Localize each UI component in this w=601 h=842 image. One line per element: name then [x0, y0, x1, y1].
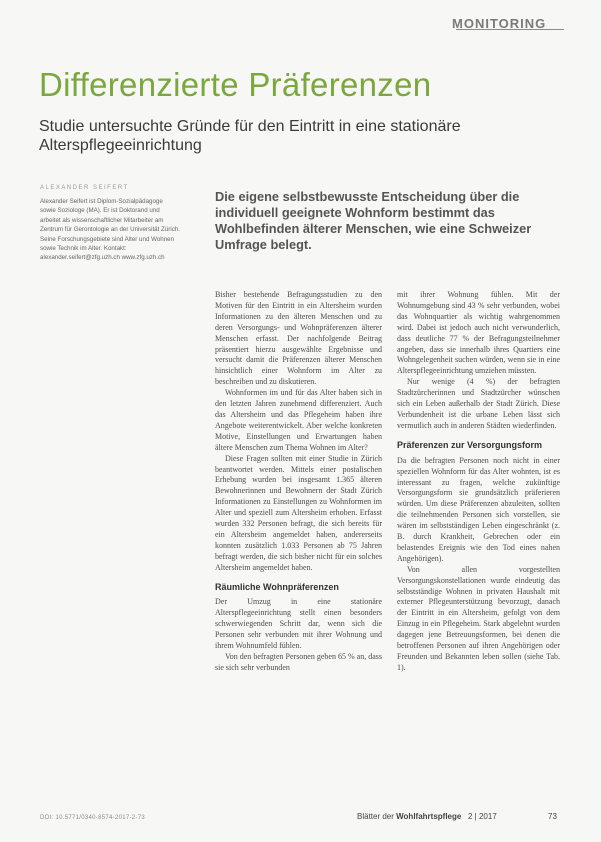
paragraph: Nur wenige (4 %) der befragten Stadtzürcherinnen und Stadtzürcher wünschen sich ein Leben außerhalb der Stadt Zürich. Diese Verbundenheit ist die urbane Leben lässt sich vermutlich auch in anderen Städten wiederfinden.	[397, 377, 560, 430]
journal-name: Wohlfahrtspflege	[396, 812, 462, 821]
article-title: Differenzierte Präferenzen	[39, 66, 432, 103]
author-name: ALEXANDER SEIFERT	[40, 185, 129, 191]
paragraph: Diese Fragen sollten mit einer Studie in Zürich beantwortet werden. Mittels einer postalischen Erhebung wurden bei insgesamt 1.365 älteren Bewohnerinnen und Bewohnern der Stadt Zürich Informationen zu Einstellungen zu Wohnformen im Alter und speziell zum Altersheim erhoben. Erfasst wurden 332 Personen befragt, die sich bereits für ein Altersheim angemeldet haben, andererseits konnten zusätzlich 1.033 Personen ab 75 Jahren befragt werden, die sich bisher nicht für ein solches Altersheim angemeldet haben.	[215, 453, 382, 572]
body-column-2	[397, 290, 560, 674]
section-heading: Räumliche Wohnpräferenzen	[215, 581, 339, 592]
paragraph: Wohnformen im und für das Alter haben sich in den letzten Jahren zunehmend differenziert. Auch das Altersheim und das Pflegeheim haben ihre Angebote weiterentwickelt. Aber welche konkreten Motive, Einstellungen und Erwartungen haben ältere Menschen zum Thema Wohnen im Alter?	[215, 388, 382, 452]
author-bio: Alexander Seifert ist Diplom-Sozialpädagoge sowie Soziologe (MA). Er ist Doktorand und arbeitet als wissenschaftlicher Mitarbeiter am Zentrum für Gerontologie an der Universität Zürich. Seine Forschungsgebiete sind Alter und Wohnen sowie Technik im Alter. Kontakt: alexander.seifert@zfg.uzh.ch www.zfg.uzh.ch	[40, 198, 180, 262]
journal-prefix: Blätter der	[357, 812, 397, 821]
section-heading: Präferenzen zur Versorgungsform	[397, 439, 543, 450]
article-subtitle: Studie untersuchte Gründe für den Eintritt in eine stationäre Alterspflegeeinrichtung	[39, 118, 461, 154]
body-column-1	[215, 290, 382, 674]
footer-journal	[357, 812, 497, 821]
journal-issue: 2 | 2017	[468, 812, 497, 821]
paragraph: Der Umzug in eine stationäre Alterspflegeeinrichtung stellt einen besonders schwerwiegenden Schritt dar, wenn sich die Personen sehr verbunden mit ihrer Wohnung und ihrem Wohnumfeld fühlen.	[215, 597, 382, 651]
paragraph: Von den befragten Personen geben 65 % an, dass sie sich sehr verbunden	[215, 652, 382, 672]
footer-doi: DOI: 10.5771/0340-8574-2017-2-73	[40, 815, 146, 821]
paragraph: mit ihrer Wohnung fühlen. Mit der Wohnumgebung sind 43 % sehr verbunden, wobei das Wohnquartier als wichtig wahrgenommen wird. Dabei ist jedoch auch nicht verwunderlich, dass deutliche 77 % der Befragungsteilnehmer angeben, dass sie innerhalb ihres Quartiers eine Wohngelegenheit suchen würden, wenn sie in eine Alterspflegeeinrichtung umziehen müssten.	[397, 290, 560, 376]
paragraph: Von allen vorgestellten Versorgungskonstellationen wurde eindeutig das selbstständige Wohnen in privaten Haushalt mit externer Pflegeunterstützung bevorzugt, danach der Eintritt in ein Altersheim, gefolgt von dem Einzug in ein Pflegeheim. Stark abgelehnt wurden dagegen jene Betreuungsformen, bei denen die betroffenen Personen auf ihren Angehörigen oder Freunden und Bekannten leben sollen (siehe Tab. 1).	[397, 564, 560, 672]
page-number: 73	[548, 812, 557, 821]
article-lede: Die eigene selbstbewusste Entscheidung über die individuell geeignete Wohnform bestimmt das Wohlbefinden älterer Menschen, wie eine Schweizer Umfrage belegt.	[215, 189, 532, 252]
paragraph: Da die befragten Personen noch nicht in einer speziellen Wohnform für das Alter wohnten, ist es interessant zu fragen, welche zukünftige Versorgungsform sie grundsätzlich präferieren würden. Um diese Präferenzen abzuleiten, sollten die teilnehmenden Personen sich vorstellen, sie wären im selbstständigen Leben eingeschränkt (z. B. durch Krankheit, Gebrechen oder ein belastendes Ereignis wie den Tod eines nahen Angehörigen).	[397, 455, 560, 563]
section-label: MONITORING	[452, 16, 547, 31]
paragraph: Bisher bestehende Befragungsstudien zu den Motiven für den Eintritt in ein Altersheim wurden Informationen zu den älteren Menschen und zu deren Versorgungs- und Wohnpräferenzen älterer Menschen erfasst. Der nachfolgende Beitrag präsentiert hierzu ausgewählte Ergebnisse und versucht damit die Präferenzen älterer Menschen hinsichtlich einer Wohnform im Alter zu beschreiben und zu diskutieren.	[215, 290, 382, 387]
